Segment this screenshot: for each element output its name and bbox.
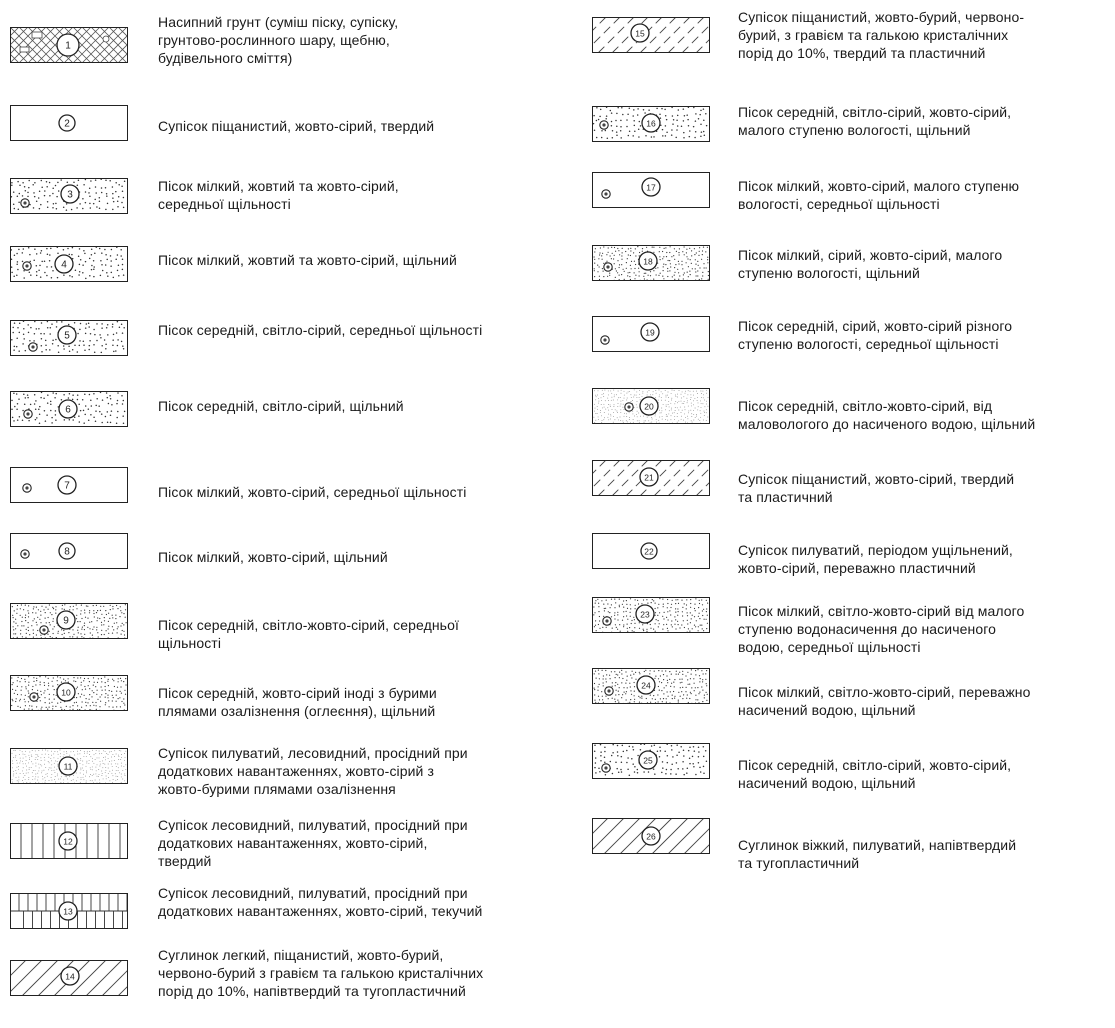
description-line: водою, середньої щільності — [738, 639, 921, 655]
description-line: грунтово-рослинного шару, щебню, — [158, 32, 390, 48]
description-line: Пісок мілкий, жовто-сірий, малого ступеню — [738, 178, 1020, 194]
legend-swatch-plain-dot — [10, 533, 128, 569]
legend-description — [738, 756, 1011, 792]
layer-number: 17 — [646, 182, 656, 193]
legend-swatch-dense-dots — [592, 245, 710, 281]
soil-pattern-icon — [592, 668, 710, 704]
layer-number: 24 — [641, 680, 651, 691]
legend-swatch-dashed-diagonal — [592, 17, 710, 53]
soil-pattern-icon — [10, 246, 128, 282]
description-line: Супісок пилуватий, періодом ущільнений, — [738, 542, 1013, 558]
soil-pattern-icon — [592, 245, 710, 281]
description-line: порід до 10%, твердий та пластичний — [738, 45, 986, 61]
layer-number: 8 — [64, 546, 70, 558]
description-line: середньої щільності — [158, 196, 291, 212]
description-line: Пісок середній, світло-жовто-сірий, від — [738, 398, 993, 414]
description-line: додаткових навантаженнях, жовто-сірий, — [158, 835, 428, 851]
legend-description — [738, 8, 1024, 62]
legend-description — [158, 251, 457, 269]
description-line: Пісок середній, світло-сірий, щільний — [158, 398, 404, 414]
description-line: насичений водою, щільний — [738, 775, 916, 791]
layer-number: 11 — [63, 761, 73, 772]
legend-description — [158, 684, 437, 720]
description-line: та тугопластичний — [738, 855, 860, 871]
legend-description — [158, 321, 482, 339]
description-line: Супісок лесовидний, пилуватий, просідний при — [158, 885, 468, 901]
layer-number: 3 — [67, 189, 73, 201]
soil-pattern-icon — [592, 460, 710, 496]
description-line: Супісок лесовидний, пилуватий, просідний при — [158, 817, 468, 833]
soil-pattern-icon — [10, 748, 128, 784]
legend-swatch-plain-dot — [592, 172, 710, 208]
layer-number: 13 — [63, 906, 73, 917]
description-line: твердий — [158, 853, 212, 869]
layer-number: 14 — [65, 971, 75, 982]
legend-swatch-dots — [592, 743, 710, 779]
description-line: додаткових навантаженнях, жовто-сірий, текучий — [158, 903, 483, 919]
soil-pattern-icon — [10, 675, 128, 711]
layer-number: 1 — [65, 40, 71, 52]
legend-swatch-crosshatch — [10, 27, 128, 63]
layer-number: 4 — [61, 259, 67, 271]
description-line: Супісок піщанистий, жовто-сірий, твердий — [158, 118, 435, 134]
description-line: Пісок середній, світло-жовто-сірий, середньої — [158, 617, 459, 633]
legend-swatch-vlines — [10, 823, 128, 859]
description-line: плямами озалізнення (оглеєння), щільний — [158, 703, 436, 719]
legend-description — [158, 177, 399, 213]
description-line: малого ступеню вологості, щільний — [738, 122, 971, 138]
legend-swatch-dots — [10, 178, 128, 214]
description-line: Пісок середній, світло-сірий, жовто-сірий, — [738, 757, 1012, 773]
layer-number: 25 — [643, 755, 653, 766]
legend-description — [158, 117, 434, 135]
soil-pattern-icon — [10, 178, 128, 214]
soil-pattern-icon — [10, 27, 128, 63]
layer-number: 9 — [63, 615, 69, 627]
description-line: бурий, з гравієм та галькою кристалічних — [738, 27, 1009, 43]
soil-pattern-icon — [592, 597, 710, 633]
legend-description — [738, 246, 1002, 282]
soil-pattern-icon — [10, 105, 128, 141]
description-line: Пісок мілкий, сірий, жовто-сірий, малого — [738, 247, 1003, 263]
soil-pattern-icon — [10, 391, 128, 427]
description-line: будівельного сміття) — [158, 50, 293, 66]
soil-pattern-icon — [592, 818, 710, 854]
legend-description — [158, 616, 459, 652]
description-line: Пісок мілкий, жовтий та жовто-сірий, — [158, 178, 399, 194]
soil-pattern-icon — [592, 17, 710, 53]
legend-description — [158, 13, 398, 67]
description-line: Пісок мілкий, жовто-сірий, середньої щільності — [158, 484, 467, 500]
description-line: Пісок мілкий, жовто-сірий, щільний — [158, 549, 388, 565]
legend-description — [158, 744, 468, 798]
legend-description — [158, 397, 404, 415]
soil-pattern-icon — [10, 467, 128, 503]
layer-number: 7 — [64, 480, 70, 492]
description-line: Пісок середній, сірий, жовто-сірий різного — [738, 318, 1013, 334]
legend-description — [158, 548, 388, 566]
layer-number: 23 — [640, 609, 650, 620]
layer-number: 15 — [635, 28, 645, 39]
legend-description — [738, 541, 1013, 577]
legend-swatch-dense-dots — [10, 675, 128, 711]
description-line: Насипний грунт (суміш піску, супіску, — [158, 14, 399, 30]
soil-pattern-icon — [10, 893, 128, 929]
description-line: вологості, середньої щільності — [738, 196, 940, 212]
description-line: Супісок піщанистий, жовто-бурий, червоно- — [738, 9, 1025, 25]
legend-description — [738, 470, 1014, 506]
description-line: Пісок середній, світло-сірий, жовто-сірий, — [738, 104, 1012, 120]
description-line: жовто-бурими плямами озалізнення — [158, 781, 396, 797]
description-line: Суглинок легкий, піщанистий, жовто-бурий, — [158, 947, 444, 963]
legend-swatch-dense-dots — [592, 597, 710, 633]
legend-description — [738, 683, 1031, 719]
legend-swatch-fine-dots — [10, 748, 128, 784]
description-line: Пісок середній, жовто-сірий іноді з бурими — [158, 685, 437, 701]
legend-swatch-dots — [10, 320, 128, 356]
soil-pattern-icon — [10, 960, 128, 996]
layer-number: 22 — [644, 546, 654, 557]
legend-swatch-dots — [592, 106, 710, 142]
soil-pattern-icon — [10, 823, 128, 859]
description-line: маловологого до насиченого водою, щільний — [738, 416, 1036, 432]
legend-description — [738, 602, 1024, 656]
layer-number: 16 — [646, 118, 656, 129]
legend-swatch-dots — [10, 246, 128, 282]
legend-swatch-plain — [10, 105, 128, 141]
layer-number: 26 — [646, 831, 656, 842]
legend-swatch-fine-dots — [592, 388, 710, 424]
legend-swatch-dashed-diagonal — [592, 460, 710, 496]
legend-swatch-dense-dots — [592, 668, 710, 704]
layer-number: 6 — [65, 404, 71, 416]
layer-number: 21 — [644, 472, 654, 483]
description-line: Супісок піщанистий, жовто-сірий, твердий — [738, 471, 1015, 487]
soil-pattern-icon — [10, 320, 128, 356]
description-line: порід до 10%, напівтвердий та тугопластичний — [158, 983, 466, 999]
description-line: Пісок мілкий, жовтий та жовто-сірий, щільний — [158, 252, 457, 268]
legend-swatch-diagonal — [592, 818, 710, 854]
description-line: Пісок середній, світло-сірий, середньої щільності — [158, 322, 483, 338]
legend-description — [738, 397, 1035, 433]
legend-description — [158, 816, 468, 870]
legend-swatch-diagonal — [10, 960, 128, 996]
description-line: Супісок пилуватий, лесовидний, просідний при — [158, 745, 468, 761]
description-line: Пісок мілкий, світло-жовто-сірий від малого — [738, 603, 1025, 619]
layer-number: 20 — [644, 401, 654, 412]
layer-number: 19 — [645, 327, 655, 338]
soil-pattern-icon — [10, 603, 128, 639]
legend-description — [158, 884, 482, 920]
soil-pattern-icon — [592, 388, 710, 424]
description-line: ступеню водонасичення до насиченого — [738, 621, 996, 637]
description-line: та пластичний — [738, 489, 833, 505]
layer-number: 2 — [64, 118, 70, 130]
description-line: Суглинок віжкий, пилуватий, напівтвердий — [738, 837, 1017, 853]
legend-description — [738, 317, 1012, 353]
description-line: ступеню вологості, середньої щільності — [738, 336, 999, 352]
legend-swatch-plain-dot — [10, 467, 128, 503]
description-line: насичений водою, щільний — [738, 702, 916, 718]
legend-swatch-plain-dot — [592, 316, 710, 352]
legend-description — [738, 103, 1011, 139]
legend-description — [738, 836, 1016, 872]
legend-swatch-plain — [592, 533, 710, 569]
description-line: жовто-сірий, переважно пластичний — [738, 560, 976, 576]
description-line: Пісок мілкий, світло-жовто-сірий, переважно — [738, 684, 1031, 700]
legend-description — [158, 946, 483, 1000]
legend-swatch-vlines-dense — [10, 893, 128, 929]
legend-description — [158, 483, 466, 501]
legend-swatch-dense-dots — [10, 603, 128, 639]
soil-pattern-icon — [592, 533, 710, 569]
description-line: додаткових навантаженнях, жовто-сірий з — [158, 763, 434, 779]
layer-number: 10 — [61, 687, 71, 698]
soil-pattern-icon — [592, 743, 710, 779]
legend-swatch-dots — [10, 391, 128, 427]
soil-pattern-icon — [10, 533, 128, 569]
description-line: щільності — [158, 635, 222, 651]
soil-pattern-icon — [592, 106, 710, 142]
description-line: ступеню вологості, щільний — [738, 265, 920, 281]
layer-number: 18 — [643, 256, 653, 267]
description-line: червоно-бурий з гравієм та галькою кристалічних — [158, 965, 484, 981]
layer-number: 5 — [64, 330, 70, 342]
soil-pattern-icon — [592, 316, 710, 352]
layer-number: 12 — [63, 836, 73, 847]
legend-description — [738, 177, 1019, 213]
soil-pattern-icon — [592, 172, 710, 208]
